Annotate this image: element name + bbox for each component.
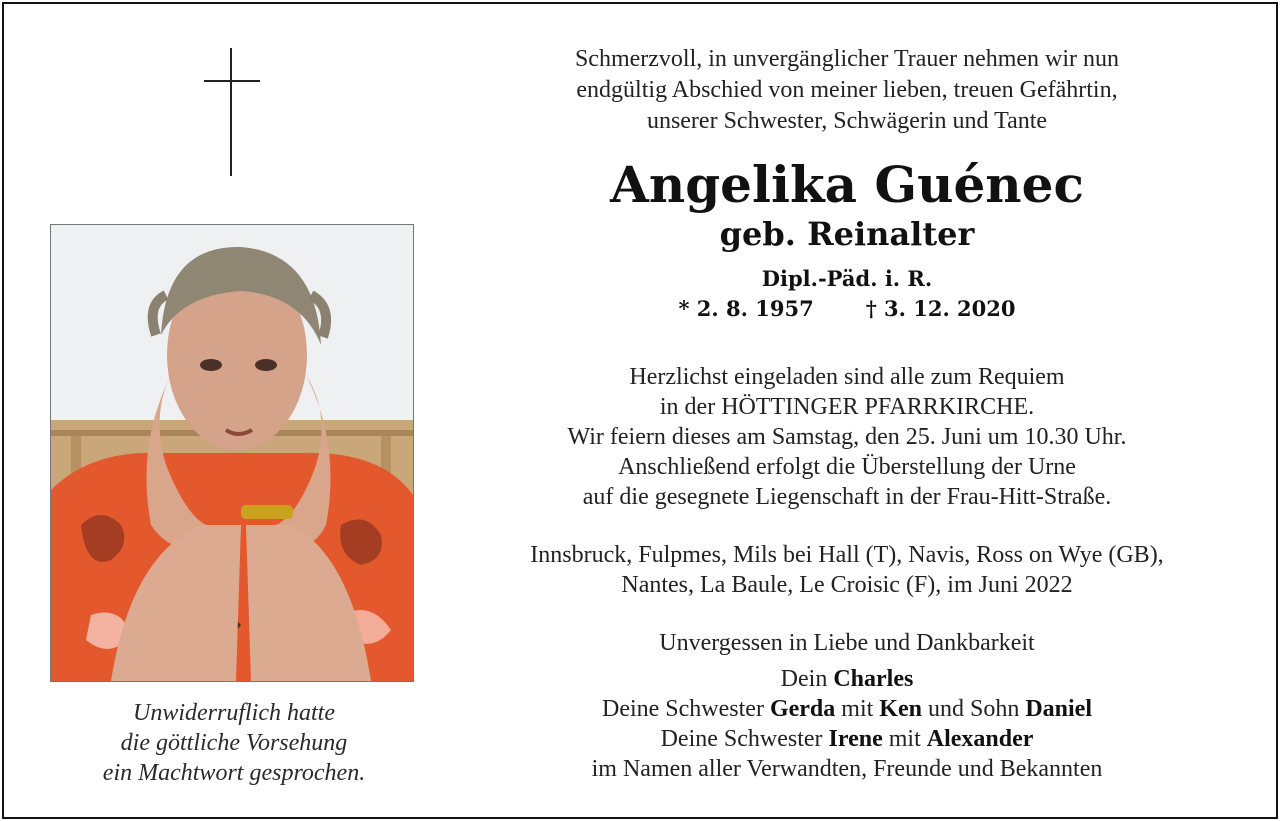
academic-title: Dipl.-Päd. i. R. (761, 266, 933, 291)
death-date: † 3. 12. 2020 (865, 296, 1016, 321)
cross-icon (202, 48, 262, 178)
invitation-line: in der HÖTTINGER PFARRKIRCHE. (659, 394, 1035, 420)
portrait-photo (50, 224, 414, 682)
quote-line: ein Machtwort gesprochen. (102, 760, 366, 786)
birth-date: * 2. 8. 1957 (678, 296, 814, 321)
invitation-line: Wir feiern dieses am Samstag, den 25. Juni um 10.30 Uhr. (567, 424, 1127, 450)
obituary-card (2, 2, 1278, 819)
mourner-line: Deine Schwester Irene mit Alexander (660, 726, 1034, 752)
birth-name: geb. Reinalter (719, 215, 975, 253)
intro-text (474, 44, 1220, 137)
invitation-line: Herzlichst eingeladen sind alle zum Requiem (629, 364, 1065, 390)
places-and-date (474, 540, 1220, 600)
quote-line: die göttliche Vorsehung (120, 730, 348, 756)
remembrance-line: Unvergessen in Liebe und Dankbarkeit (659, 630, 1035, 656)
intro-line: Schmerzvoll, in unvergänglicher Trauer nehmen wir nun (574, 46, 1120, 72)
intro-line: unserer Schwester, Schwägerin und Tante (646, 108, 1048, 134)
quote-line: Unwiderruflich hatte (133, 700, 335, 726)
mourner-line: im Namen aller Verwandten, Freunde und Bekannten (591, 756, 1103, 782)
intro-line: endgültig Abschied von meiner lieben, treuen Gefährtin, (576, 77, 1118, 103)
places-line: Innsbruck, Fulpmes, Mils bei Hall (T), Navis, Ross on Wye (GB), (530, 542, 1164, 568)
mourners-list (474, 664, 1220, 784)
mourner-line: Dein Charles (780, 666, 914, 692)
life-dates (474, 294, 1220, 324)
invitation-line: auf die gesegnete Liegenschaft in der Frau-Hitt-Straße. (582, 484, 1112, 510)
notice-text (474, 44, 1220, 784)
mourner-line: Deine Schwester Gerda mit Ken und Sohn Daniel (602, 696, 1092, 722)
places-line: Nantes, La Baule, Le Croisic (F), im Juni 2022 (621, 572, 1073, 598)
deceased-name: Angelika Guénec (610, 155, 1084, 214)
invitation-line: Anschließend erfolgt die Überstellung der Urne (618, 454, 1076, 480)
memorial-quote (24, 698, 444, 788)
requiem-invitation (474, 362, 1220, 512)
